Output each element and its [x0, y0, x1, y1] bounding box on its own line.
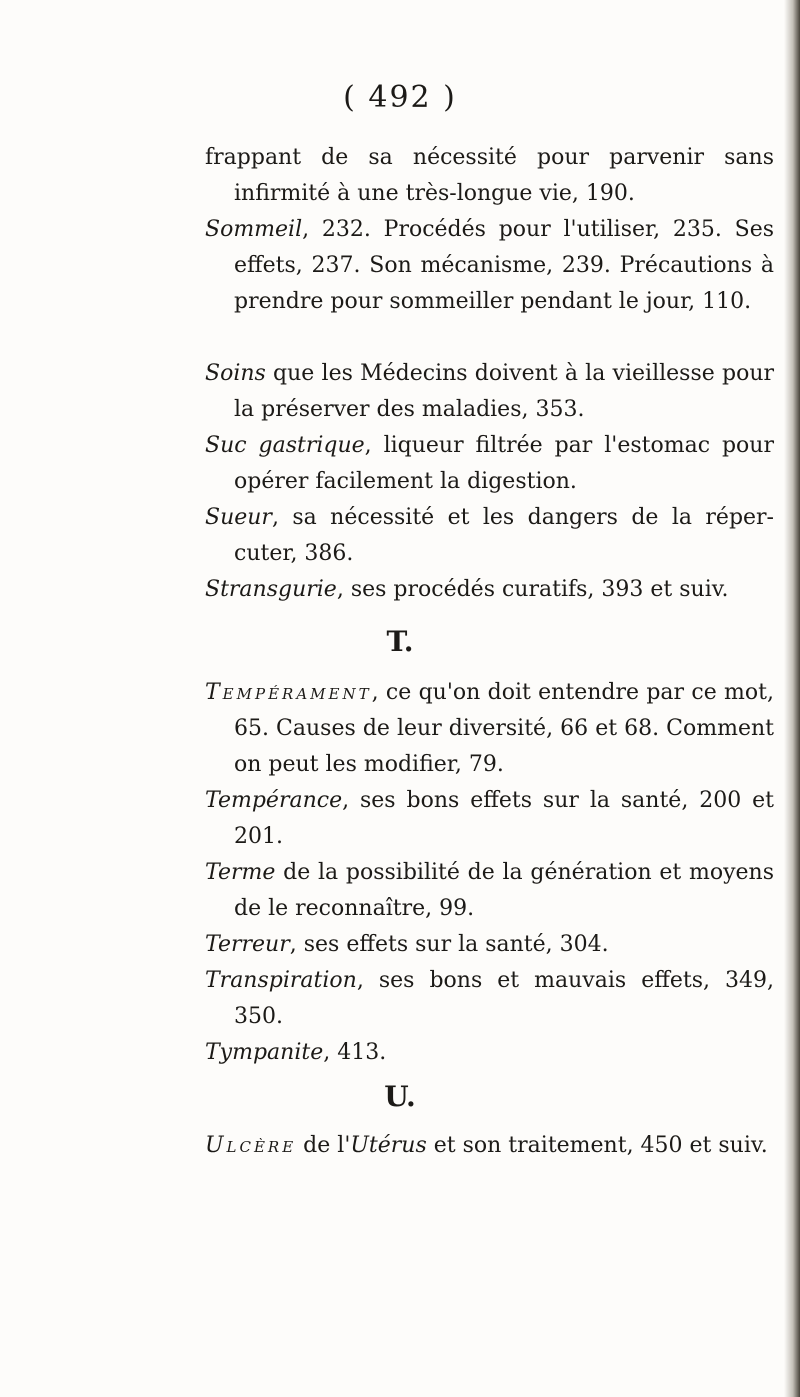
entry-italic-term: Utérus — [350, 1133, 427, 1158]
entry-head: Soins — [205, 361, 266, 386]
entry-text: , ce qu'on doit entendre par ce mot, 65. Causes de leur diversité, 66 et 68. Comment on peut les modifier, 79. — [234, 680, 774, 777]
entry-head: Transpiration — [205, 968, 357, 993]
index-entry — [205, 1035, 774, 1071]
entry-text: de la possibilité de la génération et moyens de le reconnaître, 99. — [234, 860, 774, 921]
index-entry — [205, 212, 774, 320]
index-entry — [205, 500, 774, 572]
entry-text: , ses effets sur la santé, 304. — [289, 932, 609, 957]
index-entry — [205, 140, 774, 212]
entry-text: que les Médecins doivent à la vieillesse pour la préserver des maladies, 353. — [234, 361, 774, 422]
entry-head: Stransgurie — [205, 577, 337, 602]
index-entry — [205, 356, 774, 428]
index-entry — [205, 855, 774, 927]
entry-text: de l' — [296, 1133, 351, 1158]
entry-text: , ses bons et mauvais effets, 349, 350. — [234, 968, 774, 1029]
index-entry — [205, 675, 774, 783]
index-entry — [205, 572, 774, 608]
index-entry — [205, 927, 774, 963]
entry-head: Sommeil — [205, 217, 303, 242]
entry-text: , sa nécessité et les dangers de la réper-cuter, 386. — [234, 505, 774, 566]
entry-head: Suc gastrique — [205, 433, 365, 458]
page-number: ( 492 ) — [343, 80, 457, 115]
entry-head: Tempérance — [205, 788, 343, 813]
index-entry — [205, 963, 774, 1035]
entry-head: Terreur — [205, 932, 290, 957]
entry-head: Ulcère — [205, 1133, 297, 1158]
index-entry — [205, 428, 774, 500]
section-letter-t: T. — [386, 625, 414, 658]
entry-head: Terme — [205, 860, 276, 885]
index-entry — [205, 1128, 774, 1164]
entry-text: , ses bons effets sur la santé, 200 et 201. — [234, 788, 774, 849]
entry-head: Sueur — [205, 505, 272, 530]
entry-text: , 232. Procédés pour l'utiliser, 235. Ses effets, 237. Son mécanisme, 239. Précautions à prendre pour sommeiller pendant le jour, 110. — [234, 217, 774, 314]
entry-text: , ses procédés curatifs, 393 et suiv. — [336, 577, 729, 602]
entry-text: frappant de sa nécessité pour parvenir sans infirmité à une très-longue vie, 190. — [205, 145, 774, 206]
page-edge-shadow — [784, 0, 800, 1397]
entry-text: , liqueur filtrée par l'estomac pour opérer facilement la digestion. — [234, 433, 774, 494]
entry-text: et son traitement, 450 et suiv. — [426, 1133, 768, 1158]
entry-text: , 413. — [323, 1040, 387, 1065]
section-letter-u: U. — [384, 1080, 416, 1113]
entry-head: Tympanite — [205, 1040, 324, 1065]
index-entry — [205, 783, 774, 855]
entry-head: Tempérament — [205, 680, 372, 705]
